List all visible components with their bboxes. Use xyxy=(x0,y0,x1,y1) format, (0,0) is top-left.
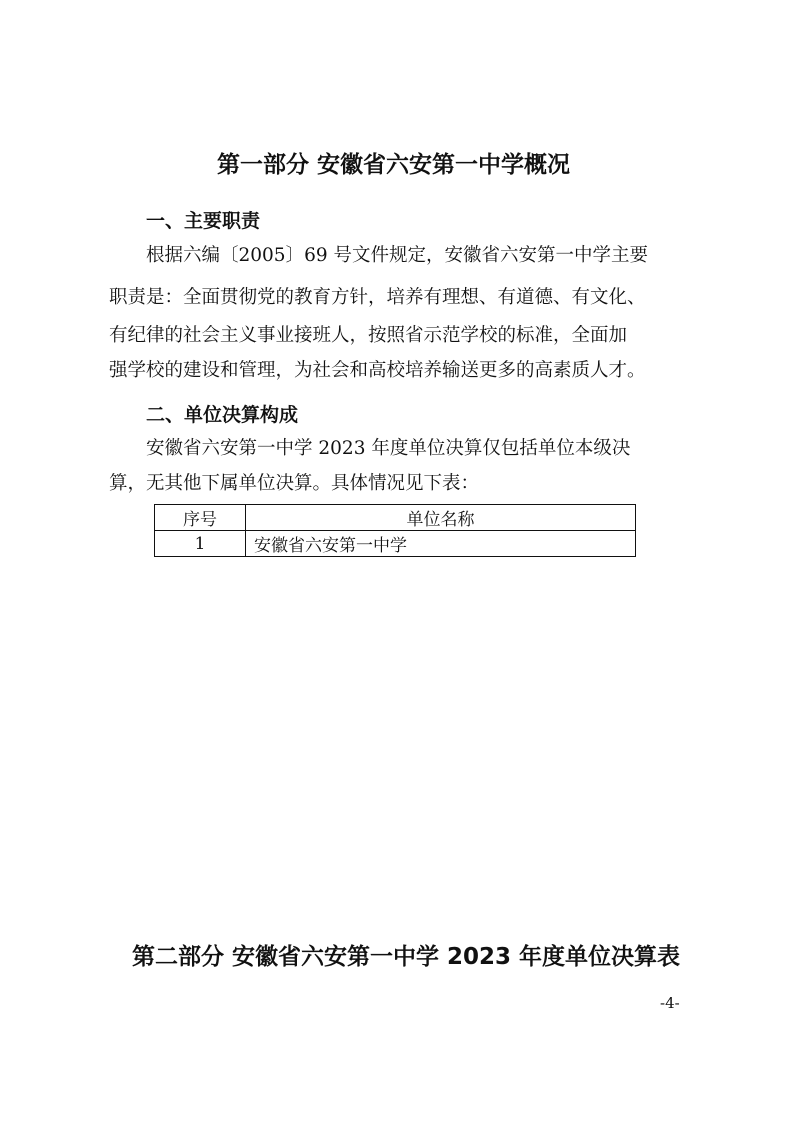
table-row xyxy=(155,531,636,557)
part1-title: 第一部分 安徽省六安第一中学概况 xyxy=(217,152,571,178)
page-number: -4- xyxy=(660,994,680,1012)
part2-title: 第二部分 安徽省六安第一中学 2023 年度单位决算表 xyxy=(132,944,681,970)
cell-unit-name: 安徽省六安第一中学 xyxy=(246,531,636,557)
header-cell-index: 序号 xyxy=(155,505,246,531)
table-header-row xyxy=(155,505,636,531)
unit-table xyxy=(154,504,636,557)
section2-heading: 二、单位决算构成 xyxy=(146,404,299,426)
paragraph-line: 有纪律的社会主义事业接班人，按照省示范学校的标准，全面加 xyxy=(109,325,628,346)
paragraph-line: 根据六编〔2005〕69 号文件规定，安徽省六安第一中学主要 xyxy=(146,245,649,266)
header-cell-unit-name: 单位名称 xyxy=(246,505,636,531)
paragraph-line: 职责是：全面贯彻党的教育方针，培养有理想、有道德、有文化、 xyxy=(109,287,646,308)
section1-heading: 一、主要职责 xyxy=(146,210,261,232)
paragraph-line: 算，无其他下属单位决算。具体情况见下表： xyxy=(109,473,480,494)
paragraph-line: 安徽省六安第一中学 2023 年度单位决算仅包括单位本级决 xyxy=(146,438,631,459)
paragraph-line: 强学校的建设和管理，为社会和高校培养输送更多的高素质人才。 xyxy=(109,360,646,381)
cell-index: 1 xyxy=(155,531,246,557)
